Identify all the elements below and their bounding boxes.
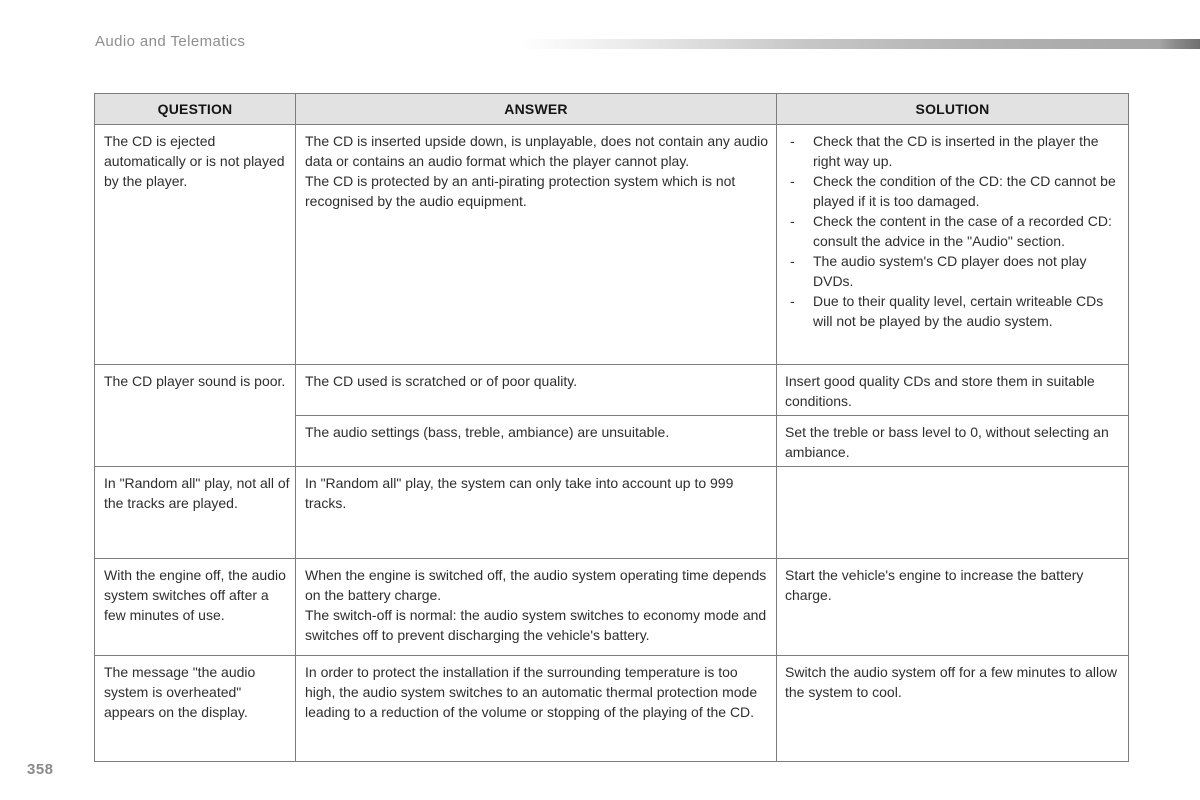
table-row [95,365,1129,416]
column-header-question: QUESTION [95,94,296,125]
solution-item [785,131,1125,171]
solution-cell [777,125,1129,365]
bullet-dash: - [790,213,795,229]
solution-item-text: The audio system's CD player does not play DVDs. [813,253,1087,289]
table-row [95,467,1129,559]
solution-item [785,251,1125,291]
solution-item-text: Check that the CD is inserted in the player the right way up. [813,133,1099,169]
question-cell: With the engine off, the audio system switches off after a few minutes of use. [95,559,296,656]
answer-paragraph: When the engine is switched off, the audio system operating time depends on the battery charge. [305,567,767,603]
table-row [95,559,1129,656]
solution-item [785,211,1125,251]
answer-cell [296,125,777,365]
solution-item-text: Check the condition of the CD: the CD cannot be played if it is too damaged. [813,173,1116,209]
solution-item [785,291,1125,331]
bullet-dash: - [790,133,795,149]
question-cell: In "Random all" play, not all of the tracks are played. [95,467,296,559]
bullet-dash: - [790,293,795,309]
answer-cell [296,559,777,656]
answer-cell: In order to protect the installation if the surrounding temperature is too high, the audio system switches to an automatic thermal protection mode leading to a reduction of the volume or stopping of the playing of the CD. [296,656,777,762]
bullet-dash: - [790,173,795,189]
page-number: 358 [27,761,54,778]
answer-paragraph: The CD is inserted upside down, is unplayable, does not contain any audio data or contains an audio format which the player cannot play. [305,133,769,169]
solution-item-text: Due to their quality level, certain writeable CDs will not be played by the audio system. [813,293,1104,329]
section-title: Audio and Telematics [95,33,246,50]
solution-cell [777,467,1129,559]
solution-cell: Set the treble or bass level to 0, without selecting an ambiance. [777,416,1129,467]
solution-cell: Start the vehicle's engine to increase the battery charge. [777,559,1129,656]
answer-paragraph: The CD is protected by an anti-pirating protection system which is not recognised by the audio equipment. [305,173,736,209]
solution-item [785,171,1125,211]
table-header-row [95,94,1129,125]
answer-cell: The audio settings (bass, treble, ambiance) are unsuitable. [296,416,777,467]
question-cell: The CD is ejected automatically or is not played by the player. [95,125,296,365]
table-row [95,656,1129,762]
question-cell: The message "the audio system is overheated" appears on the display. [95,656,296,762]
table-row [95,125,1129,365]
answer-paragraph: The switch-off is normal: the audio system switches to economy mode and switches off to prevent discharging the vehicle's battery. [305,607,767,643]
question-cell: The CD player sound is poor. [95,365,296,467]
answer-cell: In "Random all" play, the system can only take into account up to 999 tracks. [296,467,777,559]
solution-cell: Insert good quality CDs and store them in suitable conditions. [777,365,1129,416]
column-header-solution: SOLUTION [777,94,1129,125]
column-header-answer: ANSWER [296,94,777,125]
solution-cell: Switch the audio system off for a few minutes to allow the system to cool. [777,656,1129,762]
answer-cell: The CD used is scratched or of poor quality. [296,365,777,416]
solution-item-text: Check the content in the case of a recorded CD: consult the advice in the "Audio" section. [813,213,1112,249]
bullet-dash: - [790,253,795,269]
troubleshooting-table [94,93,1129,762]
header-gradient-rule [520,39,1200,49]
